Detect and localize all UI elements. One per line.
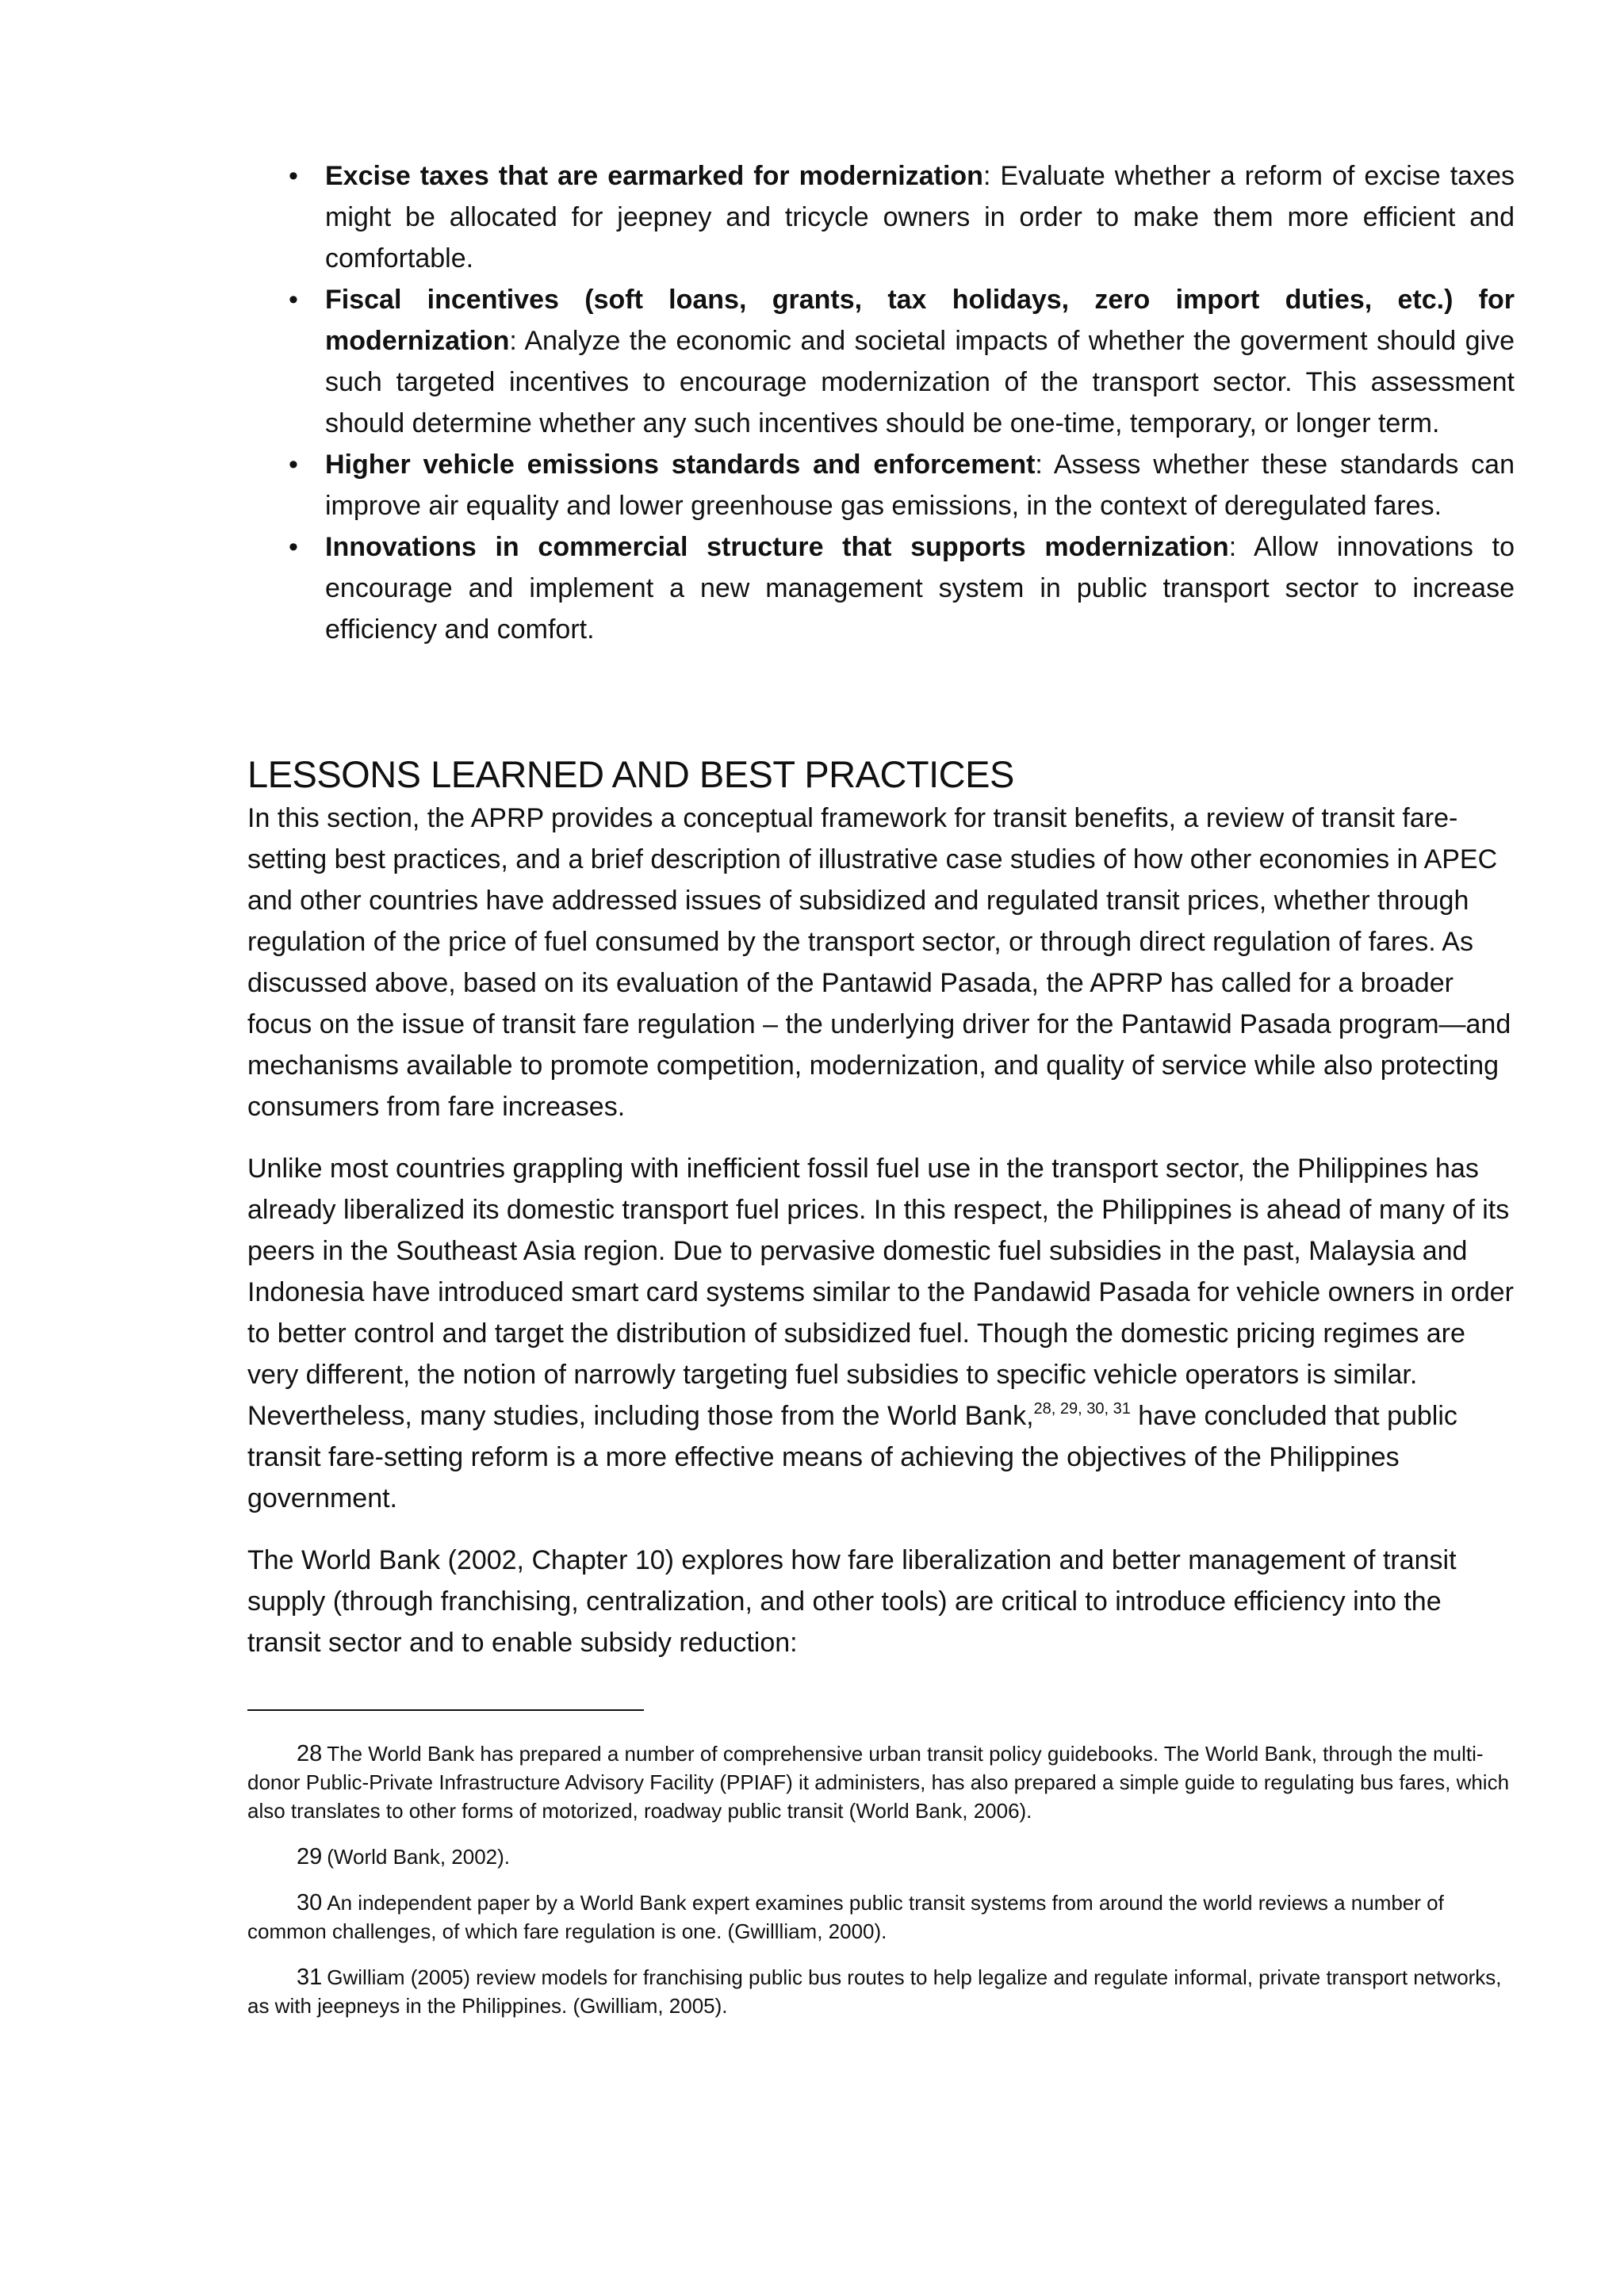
bullet-term: Fiscal incentives (soft loans, grants, tax holidays, zero import duties, etc.) for modernization [325, 285, 1515, 356]
bullet-term: Higher vehicle emissions standards and enforcement [325, 450, 1036, 480]
paragraph-text: Unlike most countries grappling with inefficient fossil fuel use in the transport sector, the Philippines has already liberalized its domestic transport fuel prices. In this respect, the Philippines is ahead of many of its peers in the Southeast Asia region. Due to pervasive domestic fuel subsidies in the past, Malaysia and Indonesia have introduced smart card systems similar to the Pandawid Pasada for vehicle owners in order to better control and target the distribution of subsidized fuel. Though the domestic pricing regimes are very different, the notion of narrowly targeting fuel subsidies to specific vehicle operators is similar. Nevertheless, many studies, including those from the World Bank, [247, 1154, 1514, 1431]
bullet-item [247, 155, 1515, 279]
footnote-number: 31 [297, 1965, 323, 1990]
bullet-list [247, 155, 1515, 650]
document-page [247, 155, 1515, 2038]
bullet-item [247, 279, 1515, 444]
footnote-divider [247, 1709, 644, 1711]
footnote-text: (World Bank, 2002). [327, 1845, 511, 1869]
bullet-text: : Evaluate whether a reform of excise taxes might be allocated for jeepney and tricycle owners in order to make them more efficient and comfortable. [325, 161, 1515, 274]
bullet-icon: • [289, 285, 298, 315]
bullet-term: Innovations in commercial structure that supports modernization [325, 532, 1229, 562]
bullet-item [247, 444, 1515, 526]
footnote-text: The World Bank has prepared a number of comprehensive urban transit policy guidebooks. The World Bank, through the multi-donor Public-Private Infrastructure Advisory Facility (PPIAF) it administers, has also prepared a simple guide to regulating bus fares, which also translates to other forms of motorized, roadway public transit (World Bank, 2006). [247, 1742, 1510, 1823]
paragraph-world-bank: The World Bank (2002, Chapter 10) explores how fare liberalization and better management of transit supply (through franchising, centralization, and other tools) are critical to introduce efficiency into the transit sector and to enable subsidy reduction: [247, 1545, 1457, 1658]
bullet-icon: • [289, 450, 298, 480]
paragraph-text: have concluded that public transit fare-setting reform is a more effective means of achieving the objectives of the Philippines government. [247, 1401, 1457, 1513]
bullet-icon: • [289, 532, 298, 562]
footnote-number: 28 [297, 1741, 323, 1766]
bullet-term: Excise taxes that are earmarked for modernization [325, 161, 983, 191]
bullet-text: : Allow innovations to encourage and implement a new management system in public transport sector to increase efficiency and comfort. [325, 532, 1515, 645]
bullet-item [247, 526, 1515, 650]
footnote-number: 30 [297, 1890, 323, 1915]
bullet-text: : Assess whether these standards can improve air equality and lower greenhouse gas emissions, in the context of deregulated fares. [325, 450, 1515, 521]
footnote [247, 1739, 1515, 1825]
paragraph-philippines [247, 1148, 1515, 1519]
footnote [247, 1888, 1515, 1946]
bullet-text: : Analyze the economic and societal impacts of whether the goverment should give such targeted incentives to encourage modernization of the transport sector. This assessment should determine whether any such incentives should be one-time, temporary, or longer term. [325, 326, 1515, 438]
footnote-refs[interactable]: 28, 29, 30, 31 [1033, 1400, 1131, 1418]
paragraph-intro: In this section, the APRP provides a conceptual framework for transit benefits, a review of transit fare-setting best practices, and a brief description of illustrative case studies of how other economies in APEC and other countries have addressed issues of subsidized and regulated transit prices, whether through regulation of the price of fuel consumed by the transport sector, or through direct regulation of fares. As discussed above, based on its evaluation of the Pantawid Pasada, the APRP has called for a broader focus on the issue of transit fare regulation – the underlying driver for the Pantawid Pasada program—and mechanisms available to promote competition, modernization, and quality of service while also protecting consumers from fare increases. [247, 803, 1511, 1122]
footnotes [247, 1739, 1515, 2020]
section-heading: LESSONS LEARNED AND BEST PRACTICES [247, 753, 1014, 795]
footnote-text: Gwilliam (2005) review models for franchising public bus routes to help legalize and regulate informal, private transport networks, as with jeepneys in the Philippines. (Gwilliam, 2005). [247, 1965, 1502, 2018]
footnote-number: 29 [297, 1844, 323, 1869]
footnote-text: An independent paper by a World Bank expert examines public transit systems from around the world reviews a number of common challenges, of which fare regulation is one. (Gwillliam, 2000). [247, 1891, 1444, 1943]
bullet-icon: • [289, 161, 298, 191]
footnote [247, 1843, 1515, 1871]
footnote [247, 1963, 1515, 2020]
